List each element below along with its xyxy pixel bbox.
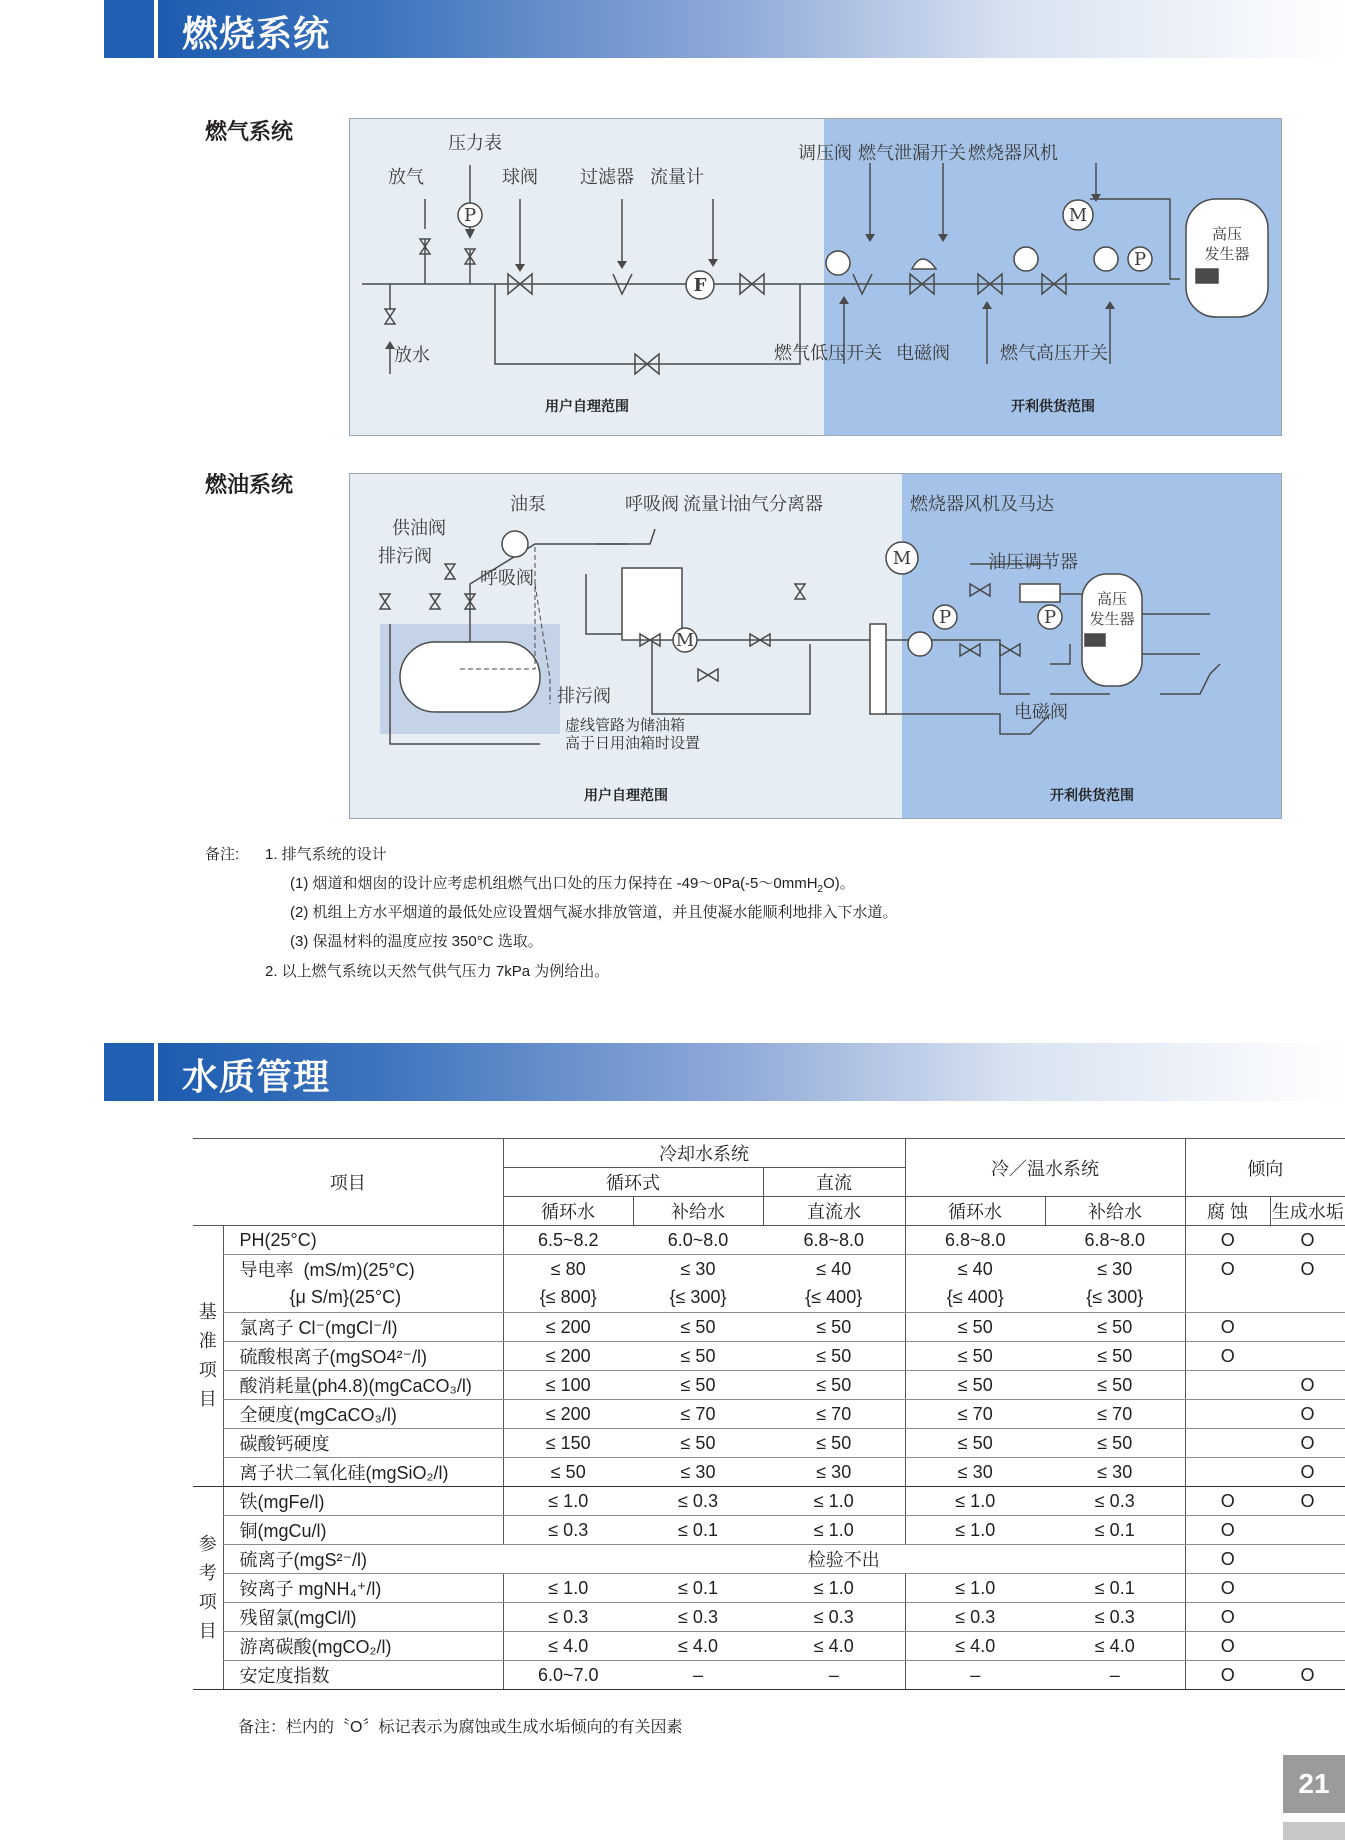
value-cell: ≤ 0.1 [1045, 1516, 1185, 1545]
scale-mark [1270, 1516, 1345, 1545]
oil-generator-2: 发生器 [1089, 610, 1135, 628]
banner-gradient [158, 0, 1345, 58]
value-cell: ≤ 50 [905, 1342, 1045, 1371]
value-cell: ≤ 70 [1045, 1400, 1185, 1429]
scale-mark: O [1270, 1371, 1345, 1400]
oil-user-scope-label: 用户自理范围 [584, 788, 668, 804]
corrosion-mark [1185, 1284, 1270, 1313]
corrosion-mark [1185, 1371, 1270, 1400]
value-cell: ≤ 50 [633, 1371, 763, 1400]
table-row [193, 1603, 1345, 1632]
scale-mark: O [1270, 1226, 1345, 1255]
scale-mark [1270, 1313, 1345, 1342]
header-chilled: 冷／温水系统 [905, 1139, 1185, 1197]
table-row [193, 1545, 1345, 1574]
value-cell: ≤ 1.0 [905, 1574, 1045, 1603]
standard-group-char: 项 [198, 1360, 217, 1380]
scale-mark: O [1270, 1400, 1345, 1429]
value-cell: 6.5~8.2 [503, 1226, 633, 1255]
label-solenoid: 电磁阀 [896, 343, 950, 364]
label-breather-top: 呼吸阀 [625, 494, 679, 515]
row-item: 残留氯(mgCl/l) [223, 1603, 503, 1632]
label-regulator: 调压阀 [798, 143, 852, 164]
label-oil-solenoid: 电磁阀 [1014, 702, 1068, 723]
value-cell: ≤ 4.0 [1045, 1632, 1185, 1661]
value-cell: ≤ 4.0 [633, 1632, 763, 1661]
row-item: 硫离子(mgS²⁻/l) [223, 1545, 503, 1574]
label-oil-regulator: 油压调节器 [988, 552, 1078, 573]
table-row [193, 1342, 1345, 1371]
corrosion-mark [1185, 1458, 1270, 1487]
scale-mark [1270, 1284, 1345, 1313]
gas-p-gauge-symbol-2: P [1133, 249, 1147, 270]
label-separator: 油气分离器 [733, 494, 823, 515]
value-cell: ≤ 0.3 [763, 1603, 905, 1632]
row-item: 安定度指数 [223, 1661, 503, 1690]
value-cell: ≤ 0.3 [1045, 1603, 1185, 1632]
row-item: 全硬度(mgCaCO₃/l) [223, 1400, 503, 1429]
label-ball-valve: 球阀 [502, 167, 538, 188]
table-row [193, 1516, 1345, 1545]
label-high-pressure-switch: 燃气高压开关 [1000, 343, 1108, 364]
section-title-combustion: 燃烧系统 [182, 14, 331, 55]
reference-group-char: 项 [198, 1592, 217, 1612]
value-cell: ≤ 200 [503, 1342, 633, 1371]
table-row [193, 1255, 1345, 1284]
value-cell: ≤ 0.1 [633, 1574, 763, 1603]
table-row [193, 1632, 1345, 1661]
gas-flow-meter-symbol: F [693, 275, 707, 296]
value-cell: ≤ 1.0 [905, 1516, 1045, 1545]
corrosion-mark: O [1185, 1516, 1270, 1545]
oil-system-title: 燃油系统 [205, 473, 294, 498]
row-item: 氯离子 Cl⁻(mgCl⁻/l) [223, 1313, 503, 1342]
gas-system-diagram [349, 118, 1282, 436]
row-item: {μ S/m}(25°C) [223, 1284, 503, 1313]
value-cell: 6.0~8.0 [633, 1226, 763, 1255]
value-cell: ≤ 1.0 [503, 1487, 633, 1516]
value-cell: {≤ 400} [905, 1284, 1045, 1313]
corrosion-mark: O [1185, 1661, 1270, 1690]
value-cell: ≤ 30 [1097, 1258, 1133, 1279]
oil-diagram-svg [350, 474, 1282, 819]
table-row [193, 1487, 1345, 1516]
value-cell: ≤ 50 [905, 1429, 1045, 1458]
table-row [193, 1400, 1345, 1429]
value-cell: ≤ 4.0 [763, 1632, 905, 1661]
section-banner-combustion [104, 0, 1345, 58]
note-1c: (3) 保温材料的温度应按 350°C 选取。 [290, 933, 543, 950]
value-cell: ≤ 0.3 [633, 1603, 763, 1632]
value-cell: – [633, 1661, 763, 1690]
value-cell: {≤ 300} [1045, 1284, 1185, 1313]
value-cell: 6.8~8.0 [763, 1226, 905, 1255]
section-title-water: 水质管理 [182, 1057, 331, 1098]
value-cell: ≤ 30 [680, 1258, 716, 1279]
corrosion-mark: O [1185, 1574, 1270, 1603]
dashed-note-2: 高于日用油箱时设置 [565, 734, 701, 752]
gas-user-scope-label: 用户自理范围 [545, 399, 629, 415]
value-cell: ≤ 80 [503, 1255, 633, 1284]
value-cell: {≤ 400} [763, 1284, 905, 1313]
label-drain-valve: 排污阀 [378, 546, 432, 567]
gas-fan-motor-symbol: M [1068, 205, 1088, 226]
row-item: 硫酸根离子(mgSO4²⁻/l) [223, 1342, 503, 1371]
value-cell: ≤ 40 [905, 1255, 1045, 1284]
gas-system-title: 燃气系统 [205, 120, 294, 145]
section-banner-water [104, 1043, 1345, 1101]
scale-mark [1270, 1632, 1345, 1661]
corrosion-mark: O [1185, 1545, 1270, 1574]
note-1: 1. 排气系统的设计 [265, 846, 387, 863]
value-cell: ≤ 50 [503, 1458, 633, 1487]
row-item: 导电率 (mS/m)(25°C) [223, 1255, 503, 1284]
row-item: 铵离子 mgNH₄⁺/l) [223, 1574, 503, 1603]
value-cell: ≤ 0.3 [905, 1603, 1045, 1632]
value-cell: ≤ 40 [816, 1258, 852, 1279]
value-cell: ≤ 70 [763, 1400, 905, 1429]
merged-value: 检验不出 [503, 1545, 1185, 1574]
sub-header: 补给水 [1045, 1197, 1185, 1226]
row-item: 铜(mgCu/l) [223, 1516, 503, 1545]
value-cell: ≤ 0.3 [633, 1487, 763, 1516]
note-1a-pre: (1) 烟道和烟囱的设计应考虑机组燃气出口处的压力保持在 -49～0Pa(-5～0mmH [290, 875, 818, 892]
page-bar [1283, 1822, 1345, 1840]
value-cell: ≤ 0.3 [503, 1603, 633, 1632]
header-item: 项目 [193, 1139, 503, 1226]
sub-header: 循环水 [503, 1197, 633, 1226]
label-oil-flow-meter: 流量计 [683, 494, 737, 515]
value-cell: ≤ 50 [633, 1342, 763, 1371]
value-cell: ≤ 4.0 [905, 1632, 1045, 1661]
scale-mark [1270, 1603, 1345, 1632]
value-cell: ≤ 1.0 [503, 1574, 633, 1603]
value-cell: ≤ 50 [633, 1313, 763, 1342]
note-1b: (2) 机组上方水平烟道的最低处应设置烟气凝水排放管道，并且使凝水能顺利地排入下水道。 [290, 904, 898, 921]
value-cell: ≤ 50 [763, 1342, 905, 1371]
scale-mark [1270, 1574, 1345, 1603]
label-generator-1: 高压 [1211, 225, 1243, 243]
sub-header: 补给水 [633, 1197, 763, 1226]
standard-group-char: 准 [198, 1331, 217, 1351]
label-low-pressure-switch: 燃气低压开关 [774, 343, 882, 364]
standard-group-char: 基 [198, 1302, 217, 1322]
water-quality-body [193, 1226, 1345, 1690]
page-number: 21 [1283, 1755, 1345, 1813]
sub-header: 生成水垢 [1270, 1197, 1345, 1226]
value-cell: ≤ 50 [1045, 1313, 1185, 1342]
label-burner-fan: 燃烧器风机 [968, 143, 1058, 164]
value-cell: ≤ 30 [905, 1458, 1045, 1487]
scale-mark [1270, 1545, 1345, 1574]
label-drain-valve-2: 排污阀 [557, 686, 611, 707]
header-direct: 直流 [763, 1168, 905, 1197]
sub-header: 腐 蚀 [1185, 1197, 1270, 1226]
corrosion-mark: O [1185, 1342, 1270, 1371]
value-cell: ≤ 200 [503, 1400, 633, 1429]
row-item: 铁(mgFe/l) [223, 1487, 503, 1516]
value-cell: ≤ 70 [633, 1400, 763, 1429]
reference-group-char: 目 [198, 1621, 217, 1641]
corrosion-mark: O [1185, 1313, 1270, 1342]
banner-block [104, 0, 154, 58]
header-circulating: 循环式 [503, 1168, 763, 1197]
value-cell: – [905, 1661, 1045, 1690]
value-cell: ≤ 4.0 [503, 1632, 633, 1661]
scale-mark [1270, 1342, 1345, 1371]
table-row [193, 1284, 1345, 1313]
value-cell: – [763, 1661, 905, 1690]
row-item: 酸消耗量(ph4.8)(mgCaCO₃/l) [223, 1371, 503, 1400]
value-cell: ≤ 50 [905, 1313, 1045, 1342]
note-1a-sub: 2 [817, 884, 824, 895]
header-tendency: 倾向 [1185, 1139, 1345, 1197]
notes-label: 备注: [205, 846, 240, 863]
value-cell: ≤ 1.0 [763, 1516, 905, 1545]
oil-supplier-scope-label: 开利供货范围 [1050, 788, 1134, 804]
banner-block-2 [104, 1043, 154, 1101]
header-cooling: 冷却水系统 [503, 1139, 905, 1168]
value-cell: ≤ 70 [905, 1400, 1045, 1429]
oil-p-gauge-symbol-2: P [1043, 607, 1057, 628]
value-cell: ≤ 1.0 [763, 1487, 905, 1516]
label-burner-fan-motor: 燃烧器风机及马达 [910, 494, 1054, 515]
label-supply-valve: 供油阀 [392, 518, 446, 539]
row-item: 游离碳酸(mgCO₂/l) [223, 1632, 503, 1661]
corrosion-mark: O [1185, 1603, 1270, 1632]
table-row [193, 1226, 1345, 1255]
banner-gradient-2 [158, 1043, 1345, 1101]
reference-group-char: 参 [198, 1534, 217, 1554]
label-drain: 放水 [394, 345, 430, 366]
value-cell: 6.8~8.0 [905, 1226, 1045, 1255]
value-cell: ≤ 1.0 [763, 1574, 905, 1603]
scale-mark: O [1270, 1429, 1345, 1458]
corrosion-mark [1185, 1429, 1270, 1458]
value-cell: ≤ 30 [1045, 1458, 1185, 1487]
reference-group-char: 考 [198, 1563, 217, 1583]
standard-group-char: 目 [198, 1389, 217, 1409]
value-cell: – [1045, 1661, 1185, 1690]
value-cell: ≤ 0.1 [633, 1516, 763, 1545]
label-vent: 放气 [388, 167, 424, 188]
water-quality-table [193, 1138, 1345, 1690]
water-note: 备注：栏内的〝O〞标记表示为腐蚀或生成水垢倾向的有关因素 [238, 1719, 683, 1736]
value-cell: ≤ 0.1 [1045, 1574, 1185, 1603]
value-cell: ≤ 50 [633, 1429, 763, 1458]
row-item: 离子状二氧化硅(mgSiO₂/l) [223, 1458, 503, 1487]
value-cell: ≤ 50 [763, 1371, 905, 1400]
value-cell: ≤ 150 [503, 1429, 633, 1458]
row-item: PH(25°C) [223, 1226, 503, 1255]
scale-mark: O [1300, 1258, 1315, 1279]
value-cell: ≤ 50 [763, 1313, 905, 1342]
value-cell: ≤ 1.0 [905, 1487, 1045, 1516]
scale-mark: O [1270, 1458, 1345, 1487]
value-cell: ≤ 0.3 [1045, 1487, 1185, 1516]
corrosion-mark: O [1185, 1632, 1270, 1661]
label-pressure-gauge: 压力表 [448, 133, 502, 154]
scale-mark: O [1270, 1487, 1345, 1516]
oil-system-diagram [349, 473, 1282, 819]
sub-header: 直流水 [763, 1197, 905, 1226]
oil-flow-motor-symbol: M [675, 630, 695, 651]
row-item: 碳酸钙硬度 [223, 1429, 503, 1458]
gas-p-gauge-symbol: P [463, 205, 477, 226]
gas-diagram-svg [350, 119, 1282, 436]
standard-group-label [193, 1226, 223, 1487]
value-cell: ≤ 0.3 [503, 1516, 633, 1545]
oil-generator-1: 高压 [1096, 590, 1128, 608]
value-cell: ≤ 50 [1045, 1342, 1185, 1371]
label-flow-meter: 流量计 [650, 167, 704, 188]
value-cell: 6.0~7.0 [503, 1661, 633, 1690]
oil-fan-motor-symbol: M [892, 548, 912, 569]
value-cell: 6.8~8.0 [1045, 1226, 1185, 1255]
table-row [193, 1429, 1345, 1458]
corrosion-mark [1185, 1400, 1270, 1429]
scale-mark: O [1270, 1661, 1345, 1690]
label-filter: 过滤器 [580, 167, 634, 188]
value-cell: ≤ 50 [763, 1429, 905, 1458]
corrosion-mark: O [1185, 1255, 1270, 1284]
label-oil-pump: 油泵 [510, 494, 546, 515]
value-cell: ≤ 50 [1045, 1371, 1185, 1400]
value-cell: ≤ 50 [1045, 1429, 1185, 1458]
note-1a-post: O)。 [823, 875, 855, 892]
table-row [193, 1574, 1345, 1603]
table-row [193, 1313, 1345, 1342]
table-row [193, 1371, 1345, 1400]
value-cell: {≤ 800} [503, 1284, 633, 1313]
label-generator-2: 发生器 [1204, 245, 1250, 263]
oil-p-gauge-symbol: P [938, 607, 952, 628]
dashed-note-1: 虚线管路为储油箱 [565, 716, 686, 734]
value-cell: ≤ 30 [633, 1458, 763, 1487]
table-row [193, 1458, 1345, 1487]
sub-header: 循环水 [905, 1197, 1045, 1226]
table-row [193, 1661, 1345, 1690]
corrosion-mark: O [1185, 1487, 1270, 1516]
label-breather-valve: 呼吸阀 [480, 568, 534, 589]
gas-supplier-scope-label: 开利供货范围 [1011, 399, 1095, 415]
value-cell: ≤ 30 [763, 1458, 905, 1487]
value-cell: ≤ 200 [503, 1313, 633, 1342]
value-cell: ≤ 100 [503, 1371, 633, 1400]
label-leak-switch: 燃气泄漏开关 [858, 143, 966, 164]
note-2: 2. 以上燃气系统以天然气供气压力 7kPa 为例给出。 [265, 963, 610, 980]
reference-group-label [193, 1487, 223, 1690]
corrosion-mark: O [1185, 1226, 1270, 1255]
value-cell: {≤ 300} [633, 1284, 763, 1313]
value-cell: ≤ 50 [905, 1371, 1045, 1400]
